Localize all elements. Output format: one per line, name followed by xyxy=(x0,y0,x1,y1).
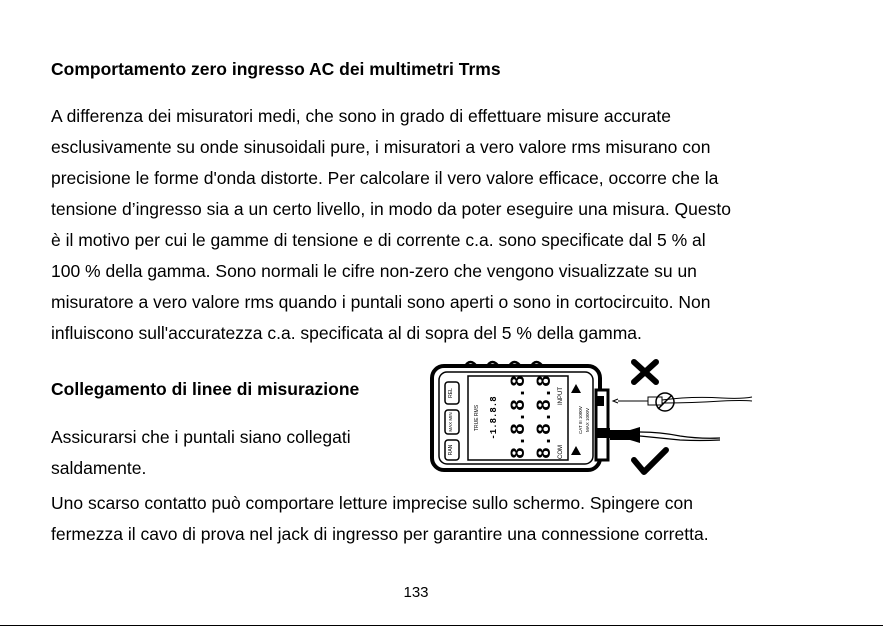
section-heading-trms: Comportamento zero ingresso AC dei multimetri Trms xyxy=(51,59,501,79)
text-line: Assicurarsi che i puntali siano collegati xyxy=(51,427,351,447)
text-line: fermezza il cavo di prova nel jack di ingresso per garantire una connessione corretta. xyxy=(51,524,709,544)
inserted-test-lead xyxy=(596,427,720,443)
primary-reading: 8.8.8.8 xyxy=(508,374,531,460)
paragraph-test-leads xyxy=(51,422,351,484)
com-label: COM xyxy=(558,445,564,459)
text-line: Uno scarso contatto può comportare letture imprecise sullo schermo. Spingere con xyxy=(51,493,693,513)
text-line: è il motivo per cui le gamme di tensione e di corrente c.a. sono specificate dal 5 % al xyxy=(51,230,706,250)
text-line: precisione le forme d'onda distorte. Per calcolare il vero valore efficace, occorre che la xyxy=(51,168,719,188)
text-line: misuratore a vero valore rms quando i puntali sono aperti o sono in cortocircuito. Non xyxy=(51,292,711,312)
multimeter-svg xyxy=(412,352,772,492)
paragraph-trms xyxy=(51,101,731,349)
max-min-button-label: MAX MIN xyxy=(448,412,453,432)
rating-label-2: MAX 1000V xyxy=(585,407,590,433)
text-line: saldamente. xyxy=(51,458,147,478)
cross-mark-icon xyxy=(634,362,656,382)
multimeter-illustration xyxy=(412,352,772,492)
text-line: 100 % della gamma. Sono normali le cifre non-zero che vengono visualizzate su un xyxy=(51,261,697,281)
text-line: A differenza dei misuratori medi, che sono in grado di effettuare misure accurate xyxy=(51,106,671,126)
multimeter-buttons xyxy=(445,382,459,460)
rating-label: CAT III 1000V xyxy=(578,406,583,434)
text-line: tensione d’ingresso sia a un certo livello, in modo da poter eseguire una misura. Questo xyxy=(51,199,731,219)
secondary-reading: 8.8.8.8 xyxy=(534,374,557,460)
range-button-label: RAN xyxy=(448,444,454,456)
check-mark-icon xyxy=(634,450,666,472)
text-line: influiscono sull'accuratezza c.a. specificata al di sopra del 5 % della gamma. xyxy=(51,323,642,343)
section-heading-test-leads: Collegamento di linee di misurazione xyxy=(51,379,360,399)
rel-button-label: REL xyxy=(448,388,454,398)
paragraph-connection xyxy=(51,488,709,550)
small-reading: -1.8.8.8 xyxy=(489,396,499,440)
input-label: INPUT xyxy=(558,387,564,405)
text-line: esclusivamente su onde sinusoidali pure, i misuratori a vero valore rms misurano con xyxy=(51,137,711,157)
trms-label: TRUE RMS xyxy=(474,404,480,432)
page-number: 133 xyxy=(403,584,429,601)
bottom-divider xyxy=(0,625,883,626)
